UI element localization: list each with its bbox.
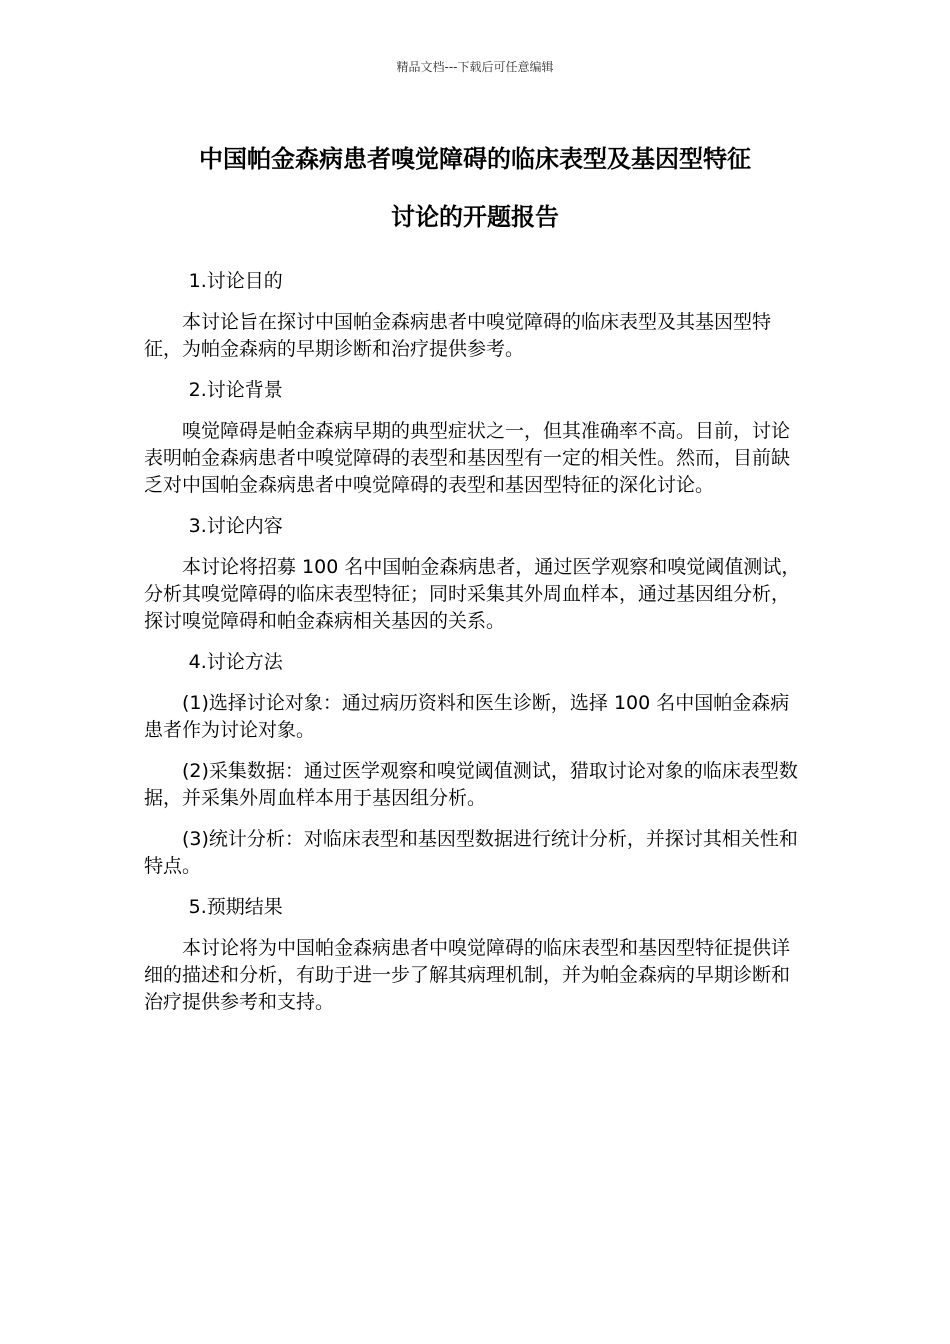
section-paragraph-expected-results: 本讨论将为中国帕金森病患者中嗅觉障碍的临床表型和基因型特征提供详细的描述和分析，有助于进一步了解其病理机制，并为帕金森病的早期诊断和治疗提供参考和支持。 <box>144 937 791 1013</box>
section-paragraph-background: 嗅觉障碍是帕金森病早期的典型症状之一，但其准确率不高。目前，讨论表明帕金森病患者中嗅觉障碍的表型和基因型有一定的相关性。然而，目前缺乏对中国帕金森病患者中嗅觉障碍的表型和基因型特征的深化讨论。 <box>144 420 791 496</box>
section-paragraph-purpose: 本讨论旨在探讨中国帕金森病患者中嗅觉障碍的临床表型及其基因型特征，为帕金森病的早期诊断和治疗提供参考。 <box>144 311 772 360</box>
header-note: 精品文档---下载后可任意编辑 <box>396 60 554 74</box>
section-heading-purpose: 1.讨论目的 <box>188 270 283 292</box>
section-paragraph-methods-3: (3)统计分析：对临床表型和基因型数据进行统计分析，并探讨其相关性和特点。 <box>144 828 798 877</box>
document-title-line-2: 讨论的开题报告 <box>391 203 559 231</box>
section-paragraph-content: 本讨论将招募 100 名中国帕金森病患者，通过医学观察和嗅觉阈值测试，分析其嗅觉障碍的临床表型特征；同时采集其外周血样本，通过基因组分析，探讨嗅觉障碍和帕金森病相关基因的关系。 <box>144 556 801 632</box>
section-paragraph-methods-2: (2)采集数据：通过医学观察和嗅觉阈值测试，猎取讨论对象的临床表型数据，并采集外周血样本用于基因组分析。 <box>144 760 798 809</box>
section-heading-methods: 4.讨论方法 <box>188 651 283 673</box>
document-title <box>143 130 807 246</box>
section-heading-expected-results: 5.预期结果 <box>188 896 283 918</box>
document-title-line-1: 中国帕金森病患者嗅觉障碍的临床表型及基因型特征 <box>199 145 751 173</box>
section-paragraph-methods-1: (1)选择讨论对象：通过病历资料和医生诊断，选择 100 名中国帕金森病患者作为讨论对象。 <box>144 692 790 741</box>
section-heading-background: 2.讨论背景 <box>188 379 283 401</box>
document-body <box>144 268 808 1030</box>
section-heading-content: 3.讨论内容 <box>188 515 283 537</box>
